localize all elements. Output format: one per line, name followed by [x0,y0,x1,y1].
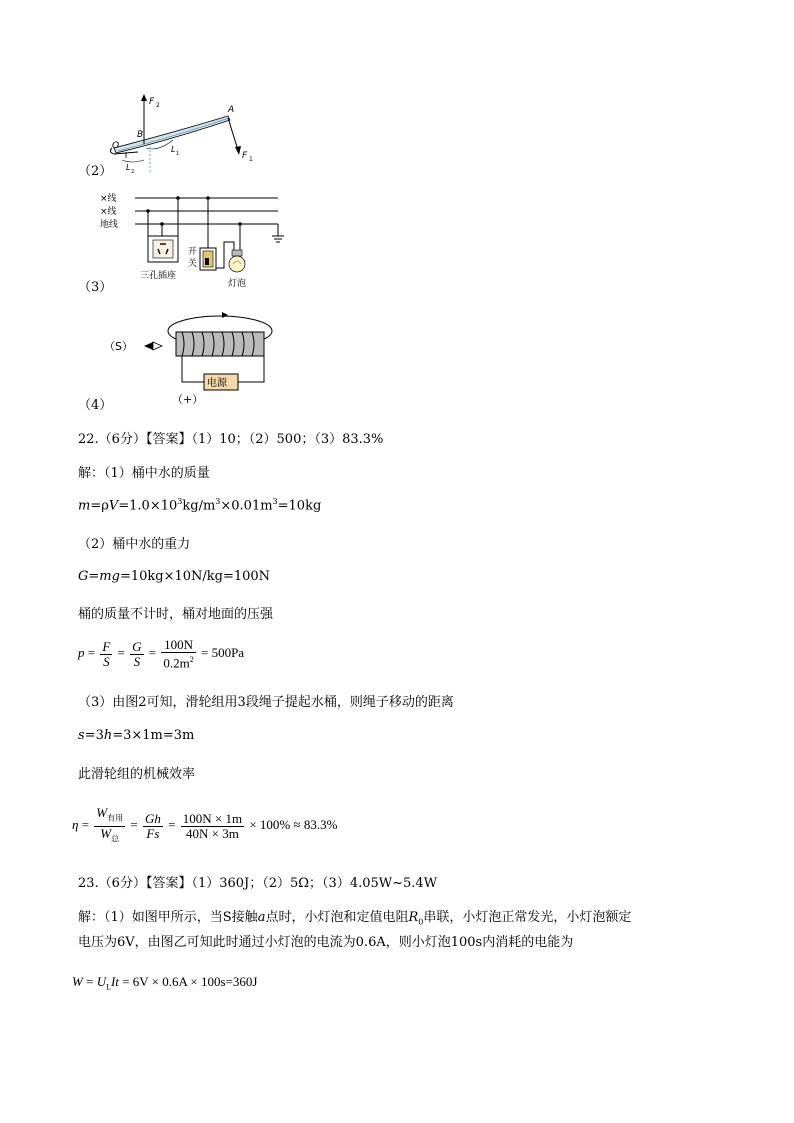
point-a: a [257,910,266,925]
figure2-label: （2） [78,164,113,179]
household-circuit-diagram [100,188,300,293]
q23-sol1-line1: 解：（1）如图甲所示，当S接触a点时，小灯泡和定值电阻$R_0$串联，小灯泡正常发光，小灯泡额定 [78,910,632,927]
q22-efficiency-equation: η = $\frac{W_{有用}}{W_总}$ = $\frac{Gh}{Fs}$ = $\frac{100N \times 1m}{40N \times 3m}$ × 100% ≈ 83.3% [72,806,337,846]
f2-sub: 2 [156,102,160,109]
f2-label: F [149,97,155,107]
energy-result: = 6V × 0.6A × 100s=360J [118,974,258,989]
q22-pressure-equation: p = $\frac{F}{S}$ = $\frac{G}{S}$ = $\frac{100N}{0.2m^2}$ = 500Pa [78,637,245,671]
efficiency-result: × 100% ≈ 83.3% [249,817,338,833]
q22-header: 22.（6分）【答案】（1）10；（2）500；（3）83.3% [78,432,384,447]
eq-m: m [78,498,91,514]
q22-weight-equation [78,569,270,584]
q22-sol3-title: （3）由图2可知，滑轮组用3段绳子提起水桶，则绳子移动的距离 [78,695,454,710]
frac-100n-over-area: $\frac{100N}{0.2m^2}$ [163,637,194,671]
eq-rho: =ρ [90,498,109,514]
l1-label: L [171,145,176,154]
eq-sup: 3 [177,497,183,506]
pole-bottom-label: （+） [172,393,204,406]
eq-s: s [78,728,85,743]
figure4-label: （4） [78,398,113,413]
eq-distance-result: =3×1m=3m [112,728,195,743]
eq-h: h [103,728,113,743]
q22-mass-equation [78,497,321,513]
q22-pressure-text: 桶的质量不计时，桶对地面的压强 [78,607,274,622]
solenoid-diagram [104,306,304,406]
line2-label: ×线 [100,207,117,217]
b-label: B [137,130,144,140]
f1-label: F [242,151,248,161]
solenoid-figure [104,306,304,406]
frac-g-over-s: $\frac{G}{S}$ [132,638,142,669]
l1-sub: 1 [176,151,180,157]
frac-numeric: $\frac{100N \times 1m}{40N \times 3m}$ [182,810,243,841]
l2-sub: 2 [131,169,135,175]
eq-result: =10kg [277,498,322,514]
pole-left-label: （S） [104,340,133,353]
power-label: 电源 [207,378,227,389]
frac-work: $\frac{W_{有用}}{W_总}$ [96,805,124,844]
eta-symbol: η [72,817,79,833]
frac-gh-over-fs: $\frac{Gh}{Fs}$ [144,810,161,841]
q23-energy-equation: $W = U_LIt = 6V \times 0.6A \times 100s=360J$ [72,974,258,992]
eq-g: G [78,569,89,584]
f1-sub: 1 [249,156,253,163]
q22-efficiency-title: 此滑轮组的机械效率 [78,767,196,782]
p-symbol: p [78,645,85,661]
frac-f-over-s: $\frac{F}{S}$ [102,638,111,669]
switch-label-a: 开 [188,247,198,257]
eq-sup3: 3 [272,497,278,506]
q22-sol1-title: 解：（1）桶中水的质量 [78,466,210,481]
switch-label-b: 关 [188,259,198,269]
figure3-label: （3） [78,280,113,295]
q23-header: 23.（6分）【答案】（1）360J；（2）5Ω；（3）4.05W~5.4W [78,876,438,891]
l2-label: L [126,163,131,172]
q22-distance-equation [78,728,194,743]
ground-line-label: 地线 [100,220,119,230]
q23-sol1-line2: 电压为6V，由图乙可知此时通过小灯泡的电流为0.6A，则小灯泡100s内消耗的电能为 [78,935,574,950]
eq-sup2: 3 [215,497,221,506]
eq-unit: kg/m [182,498,216,514]
bulb-label: 灯泡 [228,279,247,289]
q22-sol2-title: （2）桶中水的重力 [78,537,191,552]
socket-label: 三孔插座 [140,271,177,281]
eq-density: =1.0×10 [118,498,178,514]
resistor-r: R [408,910,419,925]
pressure-result: = 500Pa [201,645,245,661]
eq-volume: ×0.01m [220,498,273,514]
eq-equals: = [88,569,100,584]
a-label: A [228,105,235,115]
w-symbol: W [72,974,83,989]
o-label: O [112,141,120,151]
eq-mg: mg [99,569,120,584]
line1-label: ×线 [100,194,117,204]
eq-3: =3 [84,728,104,743]
eq-weight-result: =10kg×10N/kg=100N [119,569,271,584]
circuit-figure [100,188,300,293]
eq-v: V [108,498,119,514]
